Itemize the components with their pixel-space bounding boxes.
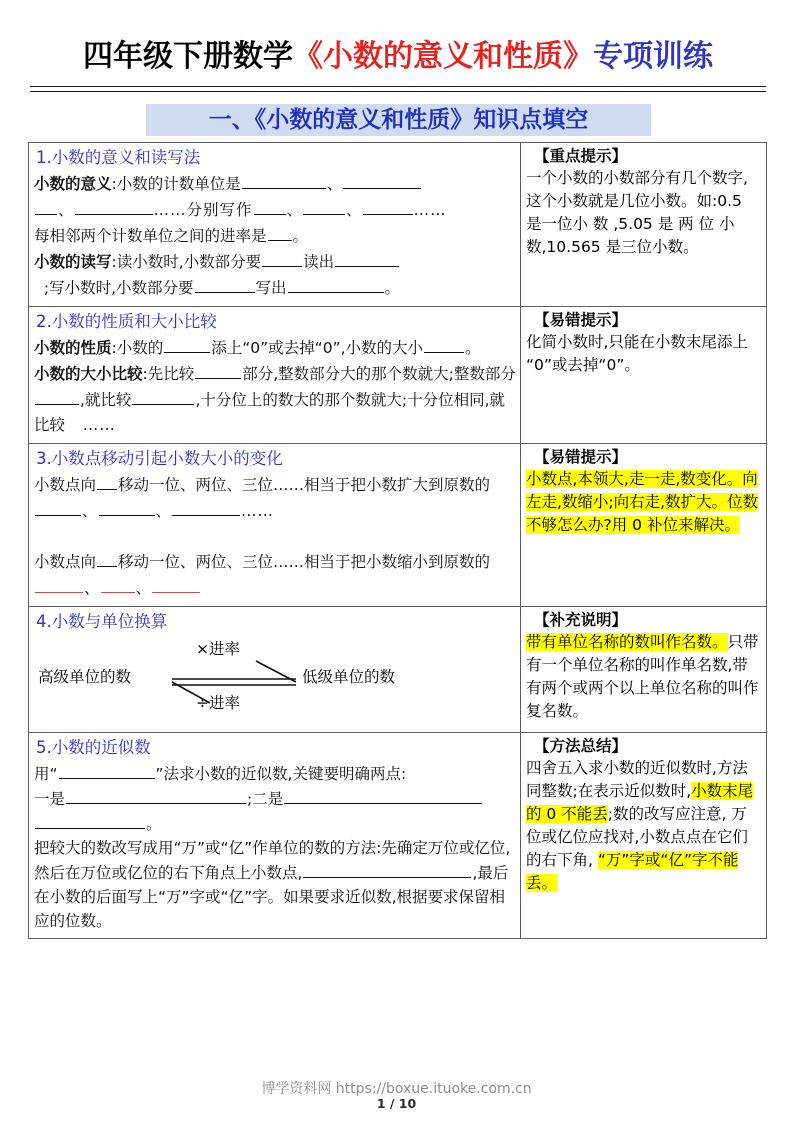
row5-text-4: ;二是 xyxy=(247,790,284,808)
blank-field[interactable] xyxy=(99,498,155,516)
row5-text-5: 。 xyxy=(146,815,162,833)
row1-text-2: ……分别写作 xyxy=(153,201,253,219)
row1-text-3: 每相邻两个计数单位之间的进率是 xyxy=(34,227,267,245)
unit-conversion-diagram xyxy=(34,635,516,727)
blank-field[interactable] xyxy=(97,549,117,567)
note-body xyxy=(526,631,762,723)
blank-field[interactable] xyxy=(164,335,210,353)
table-row xyxy=(29,143,767,307)
row2-label-2: 小数的大小比较 xyxy=(34,365,143,383)
blank-field[interactable] xyxy=(335,249,399,267)
blank-field[interactable] xyxy=(195,361,241,379)
row2-text-3: :先比较 xyxy=(142,365,195,383)
blank-field[interactable] xyxy=(152,575,200,593)
row2-text-5: ,就比较 xyxy=(80,391,132,409)
row1-note-cell xyxy=(521,143,767,307)
note-body xyxy=(526,468,762,537)
row2-text-2: 添上“0”或去掉“0”,小数的大小 xyxy=(211,339,424,357)
table-row xyxy=(29,307,767,444)
row3-ellipsis-1: …… xyxy=(241,502,275,520)
row3-text-1: 小数点向 xyxy=(34,476,97,494)
row5-body xyxy=(34,761,516,933)
row3-text-2: 移动一位、两位、三位……相当于把小数扩大到原数的 xyxy=(118,476,491,494)
blank-field[interactable] xyxy=(242,171,326,189)
row5-text-6: 把较大的数改写成用“万”或“亿”作单位的数的方法:先确定万位或亿位,然后在万位或亿位的右下角点上小数点, xyxy=(34,839,511,882)
conversion-top-label: ×进率 xyxy=(196,640,240,658)
blank-field[interactable] xyxy=(284,786,482,804)
note-plain-text: ;数的改写应注意, 万位或亿位应找对,小数点点在它们的右下角, xyxy=(526,805,748,869)
row5-text-3: 一是 xyxy=(34,790,66,808)
note-highlighted-text: 带有单位名称的数叫作名数。 xyxy=(526,633,728,651)
blank-field[interactable] xyxy=(35,197,57,215)
row5-content-cell xyxy=(29,733,521,939)
row2-text-1: :小数的 xyxy=(111,339,164,357)
blank-field[interactable] xyxy=(35,811,145,829)
table-row xyxy=(29,733,767,939)
blank-field[interactable] xyxy=(288,275,384,293)
note-highlighted-text: “万”字或“亿”字不能丢。 xyxy=(526,851,739,892)
note-heading: 【重点提示】 xyxy=(534,147,628,165)
row1-label-2: 小数的读写 xyxy=(34,253,112,271)
page-number: 1 / 10 xyxy=(376,1096,417,1111)
section-heading: 2.小数的性质和大小比较 xyxy=(36,312,217,331)
blank-field[interactable] xyxy=(172,498,240,516)
table-row xyxy=(29,444,767,607)
note-highlighted-text: 小数末尾的 0 不能丢 xyxy=(526,782,754,823)
blank-field[interactable] xyxy=(303,197,345,215)
row5-text-1: 用“ xyxy=(34,765,58,783)
blank-field[interactable] xyxy=(35,575,83,593)
conversion-right-label: 低级单位的数 xyxy=(302,668,396,686)
section-heading: 3.小数点移动引起小数大小的变化 xyxy=(36,449,283,468)
row1-text-5: ;写小数时,小数部分要 xyxy=(43,279,194,297)
row3-content-cell xyxy=(29,444,521,607)
row4-note-cell xyxy=(521,607,767,733)
blank-field[interactable] xyxy=(195,275,255,293)
blank-field[interactable] xyxy=(303,860,471,878)
blank-field[interactable] xyxy=(343,171,421,189)
row3-text-4: 移动一位、两位、三位……相当于把小数缩小到原数的 xyxy=(118,553,491,571)
section-heading: 4.小数与单位换算 xyxy=(36,612,168,631)
section-heading: 1.小数的意义和读写法 xyxy=(36,148,201,167)
row1-content-cell xyxy=(29,143,521,307)
row2-body: 小数的性质:小数的 添上“0”或去掉“0”,小数的大小 。 小数的大小比较:先比较 部分,整数部分大的那个数就大;整数部分,就比较 ,十分位上的数大的那个数就大;十分位相同,就比较 …… xyxy=(34,335,516,438)
row2-text-4: 部分,整数部分大的那个数就大;整数部分 xyxy=(242,365,516,383)
conversion-bottom-label: ÷进率 xyxy=(196,694,240,712)
row4-content-cell xyxy=(29,607,521,733)
blank-field[interactable] xyxy=(268,223,292,241)
page-title xyxy=(28,38,768,76)
conversion-left-label: 高级单位的数 xyxy=(38,668,132,686)
row5-text-7: ,最后在小数的后面写上“万”字或“亿”字。如果要求近似数,根据要求保留相应的位数。 xyxy=(34,864,509,930)
blank-field[interactable] xyxy=(363,197,413,215)
site-watermark: 博学资料网 https://boxue.ituoke.com.cn xyxy=(261,1081,532,1097)
title-divider xyxy=(30,86,766,92)
row1-label-1: 小数的意义 xyxy=(34,175,112,193)
row2-label-1: 小数的性质 xyxy=(34,339,112,357)
note-body xyxy=(526,757,762,895)
row5-text-2: ”法求小数的近似数,关键要明确两点: xyxy=(155,765,407,783)
blank-field[interactable] xyxy=(75,197,153,215)
blank-field[interactable] xyxy=(101,575,135,593)
blank-field[interactable] xyxy=(35,387,79,405)
note-heading: 【易错提示】 xyxy=(534,311,628,329)
row2-note-cell xyxy=(521,307,767,444)
blank-field[interactable] xyxy=(254,197,286,215)
table-row xyxy=(29,607,767,733)
row2-ellipsis: …… xyxy=(65,416,116,434)
subtitle: 一、《小数的意义和性质》知识点填空 xyxy=(208,107,589,133)
row3-body: 小数点向 移动一位、两位、三位……相当于把小数扩大到原数的 、 、 …… 小数点向 移动一位、两位、三位……相当于把小数缩小到原数的 、 、 xyxy=(34,472,516,601)
section-heading: 5.小数的近似数 xyxy=(36,738,151,757)
note-body: 一个小数的小数部分有几个数字,这个小数就是几位小数。如:0.5 是一位小 数 ,5.05 是 两 位 小数,10.565 是三位小数。 xyxy=(526,169,748,256)
row1-text-4: :读小数时,小数部分要 xyxy=(111,253,262,271)
row5-note-cell xyxy=(521,733,767,939)
note-heading: 【补充说明】 xyxy=(534,611,628,629)
blank-field[interactable] xyxy=(59,761,155,779)
note-heading: 【方法总结】 xyxy=(534,737,628,755)
note-highlighted-text: 小数点,本领大,走一走,数变化。向左走,数缩小;向右走,数扩大。位数不够怎么办?用 0 补位来解决。 xyxy=(526,470,759,534)
row2-content-cell xyxy=(29,307,521,444)
row1-ellipsis: …… xyxy=(413,201,447,219)
row1-text-1: :小数的计数单位是 xyxy=(111,175,241,193)
row2-text-6: ,十分位上的数大的那个数就大;十分位相同,就比较 xyxy=(34,391,506,434)
blank-field[interactable] xyxy=(262,249,302,267)
note-body: 化简小数时,只能在小数末尾添上“0”或去掉“0”。 xyxy=(526,333,748,374)
blank-field[interactable] xyxy=(35,498,81,516)
knowledge-point-table xyxy=(28,142,767,939)
note-plain-text: 四舍五入求小数的近似数时,方法同整数;在表示近似数时, xyxy=(526,759,748,800)
blank-field[interactable] xyxy=(97,472,117,490)
title-part-grade: 四年级下册数学 xyxy=(83,39,293,74)
row3-text-3: 小数点向 xyxy=(34,553,97,571)
blank-field[interactable] xyxy=(424,335,464,353)
row3-note-cell xyxy=(521,444,767,607)
note-plain-text: 只带有一个单位名称的叫作单名数,带有两个或两个以上单位名称的叫作复名数。 xyxy=(526,633,759,720)
blank-field[interactable] xyxy=(66,786,246,804)
title-part-topic: 《小数的意义和性质》 xyxy=(293,39,593,74)
row1-body: 小数的意义:小数的计数单位是 、 、 ……分别写作 、 、 …… 每相邻两个计数单位之间的进率是 。 小数的读写:读小数时,小数部分要 读出 ;写小数时,小数部分要 写出 。 xyxy=(34,171,516,301)
blank-field[interactable] xyxy=(132,387,194,405)
note-heading: 【易错提示】 xyxy=(534,448,628,466)
title-part-training: 专项训练 xyxy=(593,39,713,74)
